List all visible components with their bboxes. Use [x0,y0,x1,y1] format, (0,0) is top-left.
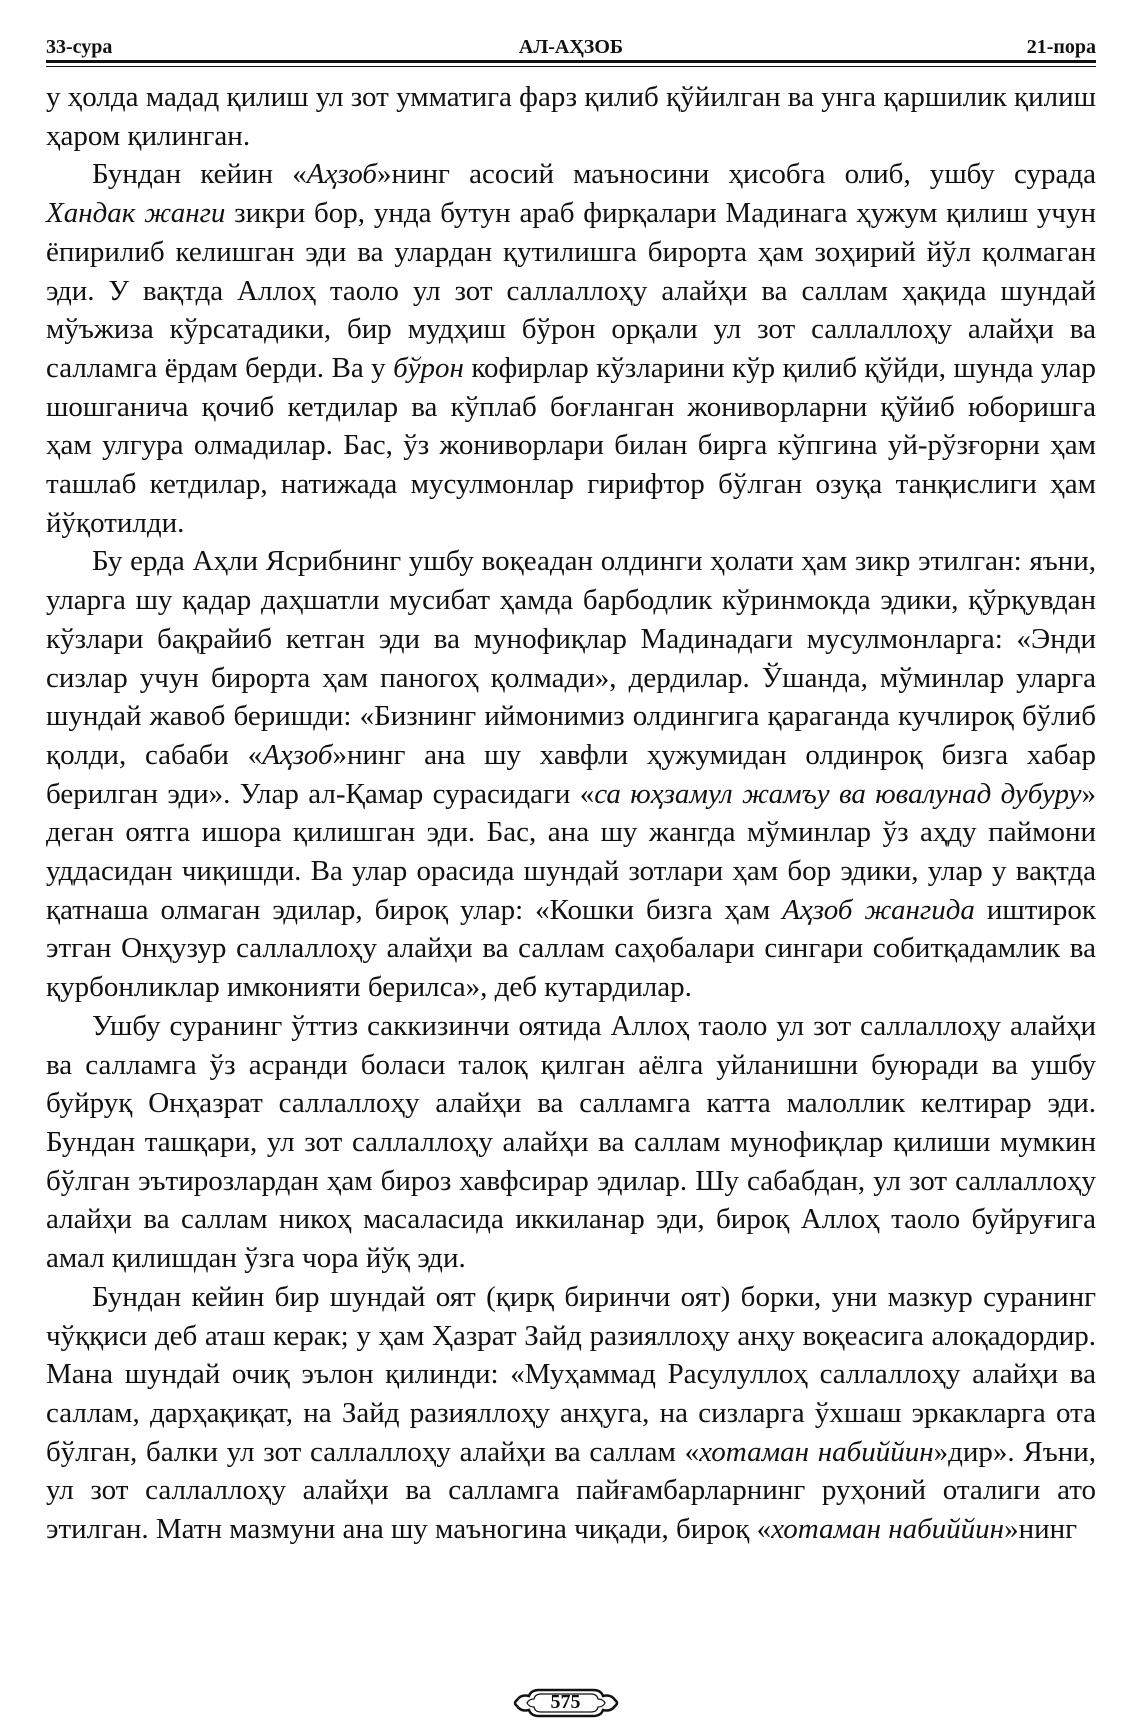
body-text [46,78,1096,1549]
p3-text-6: иштирок этган Онҳузур саллаллоҳу алайҳи ва саллам саҳобалари сингари собитқадамлик ва қурбонликлар имконияти берилса», деб кутардилар. [46,893,1096,1004]
p5-text-0: Бундан кейин бир шундай оят (қирқ биринчи оят) борки, уни мазкур суранинг чўққиси деб аташ керак; у ҳам Ҳазрат Зайд разияллоҳу анҳу воқеасига алоқадордир. Мана шундай очиқ эълон қилинди: «Муҳаммад Расулуллоҳ саллаллоҳу алайҳи ва саллам, дарҳақиқат, на Зайд разияллоҳу анҳуга, на сизларга ўхшаш эркакларга ота бўлган, балки ул зот саллаллоҳу алайҳи ва саллам « [46,1280,1096,1468]
p2-text-6: кофирлар кўзларини кўр қилиб қўйди, шунда улар шошганича қочиб кетдилар ва кўплаб боғланган жониворларни қўйиб юборишга ҳам улгура олмадилар. Бас, ўз жониворлари билан бирга кўпгина уй-рўзғорни ҳам ташлаб кетдилар, натижада мусулмонлар гирифтор бўлган озуқа танқислиги ҳам йўқотилди. [46,351,1096,539]
p3-italic-ahzob: Аҳзоб [262,738,333,771]
p5-italic-khotaman-2: хотаман набиййин [771,1513,1005,1546]
paragraph-1 [46,78,1096,155]
p3-text-2: »нинг ана шу хавфли ҳужумидан олдинроқ бизга хабар берилган эди». Улар ал-Қамар сурасидаги « [46,738,1097,810]
header-rule-thick [46,60,1096,63]
p2-text-2: »нинг асосий маъносини ҳисобга олиб, ушбу сурада [376,158,1096,191]
header-rule-thin [46,66,1096,67]
p3-italic-ahzob-jangida: Аҳзоб жангида [782,893,975,926]
paragraph-2 [46,155,1096,542]
header-title: АЛ-АҲЗОБ [518,36,624,58]
paragraph-4 [46,1007,1096,1278]
header-surah: 33-сура [46,36,113,58]
p5-italic-khotaman-1: хотаман набиййин [699,1435,934,1468]
p3-italic-quote: са юҳзамул жамъу ва ювалунад дубуру [594,777,1082,810]
p2-italic-khandak: Хандак жанги [46,197,226,230]
page-number: 575 [550,1691,581,1713]
p3-text-0: Бу ерда Аҳли Ясрибнинг ушбу воқеадан олдинги ҳолати ҳам зикр этилган: яъни, уларга шу қадар даҳшатли мусибат ҳамда барбодлик кўринмокда эдики, қўрқувдан кўзлари бақрайиб кетган эди ва мунофиқлар Мадинадаги мусулмонларга: «Энди сизлар учун бирорта ҳам паногоҳ қолмади», дердилар. Ўшанда, мўминлар уларга шундай жавоб беришди: «Бизнинг иймонимиз олдингига қараганда кучлироқ бўлиб қолди, сабаби « [46,545,1096,771]
p5-text-2: »дир». Яъни, ул зот саллаллоҳу алайҳи ва салламга пайғамбарларнинг руҳоний оталиги ато этилган. Матн мазмуни ана шу маъногина чиқади, бироқ « [46,1435,1097,1546]
paragraph-4-text: Ушбу суранинг ўттиз саккизинчи оятида Аллоҳ таоло ул зот саллаллоҳу алайҳи ва салламга ўз асранди боласи талоқ қилган аёлга уйланишни буюради ва ушбу буйруқ Онҳазрат саллаллоҳу алайҳи ва салламга катта малоллик келтирар эди. Бундан ташқари, ул зот саллаллоҳу алайҳи ва саллам мунофиқлар қилиши мумкин бўлган эътирозлардан ҳам бироз хавфсирар эдилар. Шу сабабдан, ул зот саллаллоҳу алайҳи ва саллам никоҳ масаласида иккиланар эди, бироқ Аллоҳ таоло буйруғига амал қилишдан ўзга чора йўқ эди. [46,1009,1096,1275]
p2-text-0: Бундан кейин « [92,158,307,191]
p2-italic-buron: бўрон [393,351,464,384]
page-number-badge [511,1684,621,1722]
running-header [46,30,1096,64]
p3-text-4: » деган оятга ишора қилишган эди. Бас, ана шу жангда мўминлар ўз аҳду паймони уддасидан чиқишди. Ва улар орасида шундай зотлари ҳам бор эдики, улар у вақтда қатнаша олмаган эдилар, бироқ улар: «Кошки бизга ҳам [46,777,1096,926]
paragraph-3 [46,542,1096,1006]
page-footer [0,1684,1131,1722]
p2-italic-ahzob: Аҳзоб [306,158,377,191]
paragraph-5 [46,1278,1096,1549]
p2-text-4: зикри бор, унда бутун араб фирқалари Мадинага ҳужум қилиш учун ёпирилиб келишган эди ва улардан қутилишга бирорта ҳам зоҳирий йўл қолмаган эди. У вақтда Аллоҳ таоло ул зот саллаллоҳу алайҳи ва саллам ҳақида шундай мўъжиза кўрсатадики, бир мудҳиш бўрон орқали ул зот саллаллоҳу алайҳи ва салламга ёрдам берди. Ва у [46,197,1096,384]
paragraph-1-text: у ҳолда мадад қилиш ул зот умматига фарз қилиб қўйилган ва унга қаршилик қилиш ҳаром қилинган. [46,81,1096,152]
header-juz: 21-пора [1026,36,1096,58]
p5-text-4: »нинг [1004,1513,1078,1546]
